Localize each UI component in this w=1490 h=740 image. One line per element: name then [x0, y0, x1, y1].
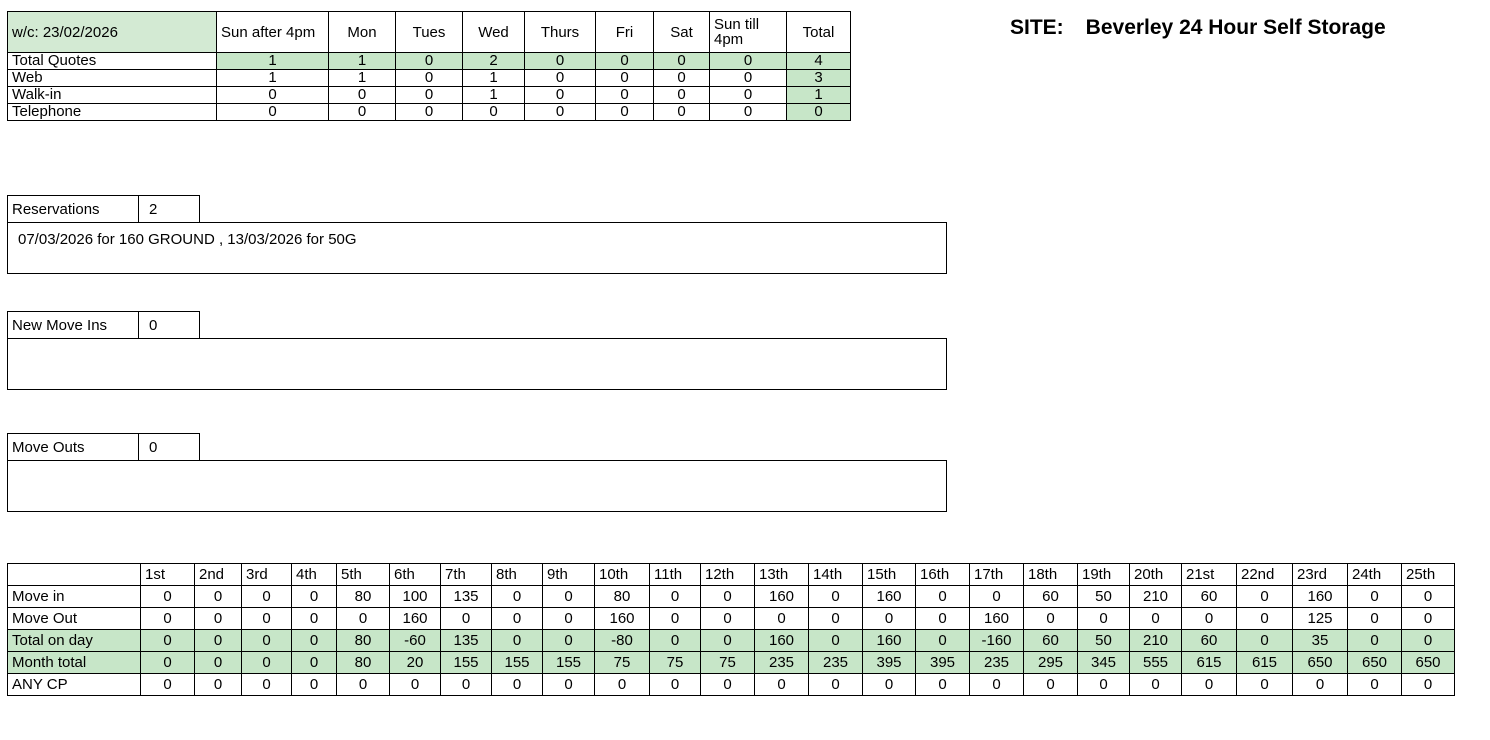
cell: 125 — [1293, 608, 1348, 630]
day-header: 2nd — [195, 564, 242, 586]
cell: 0 — [1078, 608, 1130, 630]
cell: 160 — [755, 586, 809, 608]
cell: 0 — [242, 630, 292, 652]
day-header: 25th — [1402, 564, 1455, 586]
cell: 0 — [650, 674, 701, 696]
cell: 0 — [1130, 674, 1182, 696]
site-name: Beverley 24 Hour Self Storage — [1085, 16, 1386, 39]
col-header: Wed — [463, 12, 525, 53]
site-title — [1010, 16, 1386, 40]
cell: 0 — [292, 630, 337, 652]
cell: 1 — [329, 70, 396, 87]
cell: 0 — [441, 674, 492, 696]
monthly-row — [8, 630, 1455, 652]
cell: 80 — [337, 652, 390, 674]
cell: 0 — [242, 652, 292, 674]
cell: 155 — [441, 652, 492, 674]
weekly-quotes-table — [7, 11, 860, 121]
cell: 80 — [337, 586, 390, 608]
row-label: Month total — [8, 652, 141, 674]
spacer — [851, 12, 860, 53]
cell: 0 — [916, 674, 970, 696]
col-header: Sun after 4pm — [217, 12, 329, 53]
col-header: Thurs — [525, 12, 596, 53]
day-header: 3rd — [242, 564, 292, 586]
cell: 0 — [1402, 630, 1455, 652]
day-header: 22nd — [1237, 564, 1293, 586]
cell: 0 — [1237, 674, 1293, 696]
cell: 0 — [1237, 586, 1293, 608]
cell: 0 — [809, 586, 863, 608]
cell: 75 — [701, 652, 755, 674]
cell: 60 — [1182, 586, 1237, 608]
cell: 0 — [525, 104, 596, 121]
cell: 650 — [1348, 652, 1402, 674]
cell: 0 — [654, 53, 710, 70]
cell: 135 — [441, 586, 492, 608]
cell: 1 — [463, 70, 525, 87]
cell: 0 — [492, 630, 543, 652]
cell: 235 — [755, 652, 809, 674]
cell: 395 — [916, 652, 970, 674]
cell: 1 — [329, 53, 396, 70]
day-header: 4th — [292, 564, 337, 586]
cell: 0 — [543, 586, 595, 608]
move-ins-count-box — [7, 311, 200, 339]
col-header: Sun till 4pm — [710, 12, 787, 53]
cell: 0 — [650, 608, 701, 630]
cell: 0 — [141, 674, 195, 696]
cell: 0 — [1237, 630, 1293, 652]
row-label: Web — [8, 70, 217, 87]
day-header: 9th — [543, 564, 595, 586]
spacer — [851, 53, 860, 70]
day-header: 6th — [390, 564, 441, 586]
cell: 0 — [141, 608, 195, 630]
day-header: 20th — [1130, 564, 1182, 586]
cell: 155 — [492, 652, 543, 674]
move-outs-notes — [7, 460, 947, 512]
cell: 3 — [787, 70, 851, 87]
cell: 0 — [525, 70, 596, 87]
cell: 0 — [755, 608, 809, 630]
site-label: SITE: — [1010, 16, 1064, 39]
cell: 60 — [1024, 586, 1078, 608]
day-header: 8th — [492, 564, 543, 586]
cell: 0 — [809, 608, 863, 630]
cell: 2 — [463, 53, 525, 70]
day-header: 12th — [701, 564, 755, 586]
cell: 0 — [701, 630, 755, 652]
spacer — [851, 70, 860, 87]
cell: 0 — [916, 630, 970, 652]
col-header: Tues — [396, 12, 463, 53]
cell: 210 — [1130, 630, 1182, 652]
spacer — [851, 104, 860, 121]
cell: 75 — [595, 652, 650, 674]
move-ins-label: New Move Ins — [8, 312, 139, 339]
day-header: 1st — [141, 564, 195, 586]
cell: 0 — [292, 608, 337, 630]
cell: 0 — [1024, 674, 1078, 696]
cell: 0 — [1293, 674, 1348, 696]
monthly-row — [8, 608, 1455, 630]
cell: 50 — [1078, 630, 1130, 652]
cell: 160 — [863, 586, 916, 608]
day-header: 10th — [595, 564, 650, 586]
cell: 0 — [292, 674, 337, 696]
cell: 0 — [329, 104, 396, 121]
cell: 0 — [1402, 674, 1455, 696]
cell: 0 — [195, 674, 242, 696]
cell: 0 — [217, 87, 329, 104]
corner-cell — [8, 564, 141, 586]
day-header: 13th — [755, 564, 809, 586]
row-label: Total Quotes — [8, 53, 217, 70]
cell: 0 — [390, 674, 441, 696]
reservations-count-box — [7, 195, 200, 223]
cell: 0 — [195, 608, 242, 630]
cell: 0 — [396, 87, 463, 104]
cell: 650 — [1402, 652, 1455, 674]
cell: 50 — [1078, 586, 1130, 608]
cell: 0 — [141, 586, 195, 608]
cell: 0 — [916, 586, 970, 608]
cell: 1 — [217, 53, 329, 70]
cell: 0 — [787, 104, 851, 121]
cell: 0 — [596, 87, 654, 104]
cell: 0 — [1402, 586, 1455, 608]
cell: 0 — [1078, 674, 1130, 696]
cell: 235 — [970, 652, 1024, 674]
cell: 0 — [654, 70, 710, 87]
cell: 0 — [809, 674, 863, 696]
cell: 0 — [701, 608, 755, 630]
cell: 0 — [217, 104, 329, 121]
cell: 345 — [1078, 652, 1130, 674]
cell: 0 — [650, 586, 701, 608]
cell: 650 — [1293, 652, 1348, 674]
cell: 1 — [787, 87, 851, 104]
cell: 0 — [492, 674, 543, 696]
day-header: 14th — [809, 564, 863, 586]
cell: 0 — [970, 674, 1024, 696]
cell: 0 — [463, 104, 525, 121]
cell: 0 — [242, 608, 292, 630]
cell: 0 — [543, 608, 595, 630]
cell: 0 — [195, 630, 242, 652]
cell: 0 — [701, 674, 755, 696]
reservations-count: 2 — [139, 196, 200, 223]
move-ins-notes — [7, 338, 947, 390]
day-header: 18th — [1024, 564, 1078, 586]
monthly-summary-table — [7, 563, 1455, 696]
cell: 135 — [441, 630, 492, 652]
cell: 0 — [710, 104, 787, 121]
cell: 60 — [1024, 630, 1078, 652]
day-header: 7th — [441, 564, 492, 586]
cell: 0 — [292, 586, 337, 608]
weekly-row-web — [8, 70, 860, 87]
monthly-header-row — [8, 564, 1455, 586]
cell: 0 — [242, 674, 292, 696]
cell: 0 — [337, 674, 390, 696]
cell: 75 — [650, 652, 701, 674]
cell: 0 — [1348, 608, 1402, 630]
cell: 0 — [525, 53, 596, 70]
cell: 0 — [441, 608, 492, 630]
cell: 0 — [1130, 608, 1182, 630]
cell: 0 — [701, 586, 755, 608]
cell: 0 — [1024, 608, 1078, 630]
cell: 0 — [242, 586, 292, 608]
cell: 0 — [141, 630, 195, 652]
weekly-header-row — [8, 12, 860, 53]
cell: 0 — [329, 87, 396, 104]
cell: 615 — [1182, 652, 1237, 674]
day-header: 17th — [970, 564, 1024, 586]
cell: 60 — [1182, 630, 1237, 652]
cell: 1 — [217, 70, 329, 87]
reservations-label: Reservations — [8, 196, 139, 223]
cell: 0 — [650, 630, 701, 652]
cell: 0 — [970, 586, 1024, 608]
cell: 0 — [525, 87, 596, 104]
monthly-row — [8, 652, 1455, 674]
cell: 0 — [1348, 630, 1402, 652]
row-label: Move Out — [8, 608, 141, 630]
cell: 0 — [595, 674, 650, 696]
cell: 0 — [654, 87, 710, 104]
cell: 1 — [463, 87, 525, 104]
cell: 160 — [863, 630, 916, 652]
cell: 0 — [396, 104, 463, 121]
cell: 0 — [492, 586, 543, 608]
cell: 210 — [1130, 586, 1182, 608]
cell: 0 — [543, 674, 595, 696]
cell: 0 — [809, 630, 863, 652]
day-header: 24th — [1348, 564, 1402, 586]
day-header: 11th — [650, 564, 701, 586]
cell: 0 — [396, 70, 463, 87]
weekly-row-walk-in — [8, 87, 860, 104]
row-label: ANY CP — [8, 674, 141, 696]
cell: 0 — [863, 608, 916, 630]
monthly-row — [8, 586, 1455, 608]
cell: 0 — [654, 104, 710, 121]
day-header: 23rd — [1293, 564, 1348, 586]
move-ins-count: 0 — [139, 312, 200, 339]
cell: 0 — [710, 53, 787, 70]
cell: 0 — [195, 652, 242, 674]
cell: 0 — [1182, 608, 1237, 630]
move-outs-count-box — [7, 433, 200, 461]
cell: 0 — [596, 70, 654, 87]
cell: -160 — [970, 630, 1024, 652]
cell: 0 — [492, 608, 543, 630]
cell: 155 — [543, 652, 595, 674]
cell: 160 — [390, 608, 441, 630]
cell: 4 — [787, 53, 851, 70]
cell: 0 — [710, 70, 787, 87]
col-header: Fri — [596, 12, 654, 53]
cell: 0 — [543, 630, 595, 652]
cell: 0 — [596, 53, 654, 70]
row-label: Total on day — [8, 630, 141, 652]
reservations-notes: 07/03/2026 for 160 GROUND , 13/03/2026 for 50G — [7, 222, 947, 274]
cell: 0 — [1402, 608, 1455, 630]
cell: 80 — [337, 630, 390, 652]
cell: 100 — [390, 586, 441, 608]
weekly-row-total-quotes — [8, 53, 860, 70]
cell: 0 — [863, 674, 916, 696]
cell: 80 — [595, 586, 650, 608]
cell: 0 — [396, 53, 463, 70]
col-header: Mon — [329, 12, 396, 53]
day-header: 5th — [337, 564, 390, 586]
day-header: 19th — [1078, 564, 1130, 586]
cell: 160 — [970, 608, 1024, 630]
cell: 0 — [337, 608, 390, 630]
cell: 0 — [596, 104, 654, 121]
cell: 0 — [755, 674, 809, 696]
cell: 0 — [1348, 674, 1402, 696]
weekly-row-telephone — [8, 104, 860, 121]
cell: 555 — [1130, 652, 1182, 674]
cell: 615 — [1237, 652, 1293, 674]
day-header: 21st — [1182, 564, 1237, 586]
col-header: Sat — [654, 12, 710, 53]
cell: -80 — [595, 630, 650, 652]
row-label: Telephone — [8, 104, 217, 121]
day-header: 15th — [863, 564, 916, 586]
move-outs-label: Move Outs — [8, 434, 139, 461]
cell: 295 — [1024, 652, 1078, 674]
cell: 0 — [1182, 674, 1237, 696]
row-label: Walk-in — [8, 87, 217, 104]
day-header: 16th — [916, 564, 970, 586]
cell: 395 — [863, 652, 916, 674]
cell: 0 — [1237, 608, 1293, 630]
cell: -60 — [390, 630, 441, 652]
cell: 160 — [595, 608, 650, 630]
spacer — [851, 87, 860, 104]
move-outs-count: 0 — [139, 434, 200, 461]
cell: 160 — [1293, 586, 1348, 608]
cell: 0 — [141, 652, 195, 674]
col-header: Total — [787, 12, 851, 53]
week-commencing-label: w/c: 23/02/2026 — [8, 12, 217, 53]
row-label: Move in — [8, 586, 141, 608]
cell: 0 — [195, 586, 242, 608]
cell: 0 — [1348, 586, 1402, 608]
cell: 20 — [390, 652, 441, 674]
cell: 0 — [292, 652, 337, 674]
monthly-row — [8, 674, 1455, 696]
cell: 0 — [710, 87, 787, 104]
cell: 0 — [916, 608, 970, 630]
cell: 235 — [809, 652, 863, 674]
cell: 35 — [1293, 630, 1348, 652]
cell: 160 — [755, 630, 809, 652]
